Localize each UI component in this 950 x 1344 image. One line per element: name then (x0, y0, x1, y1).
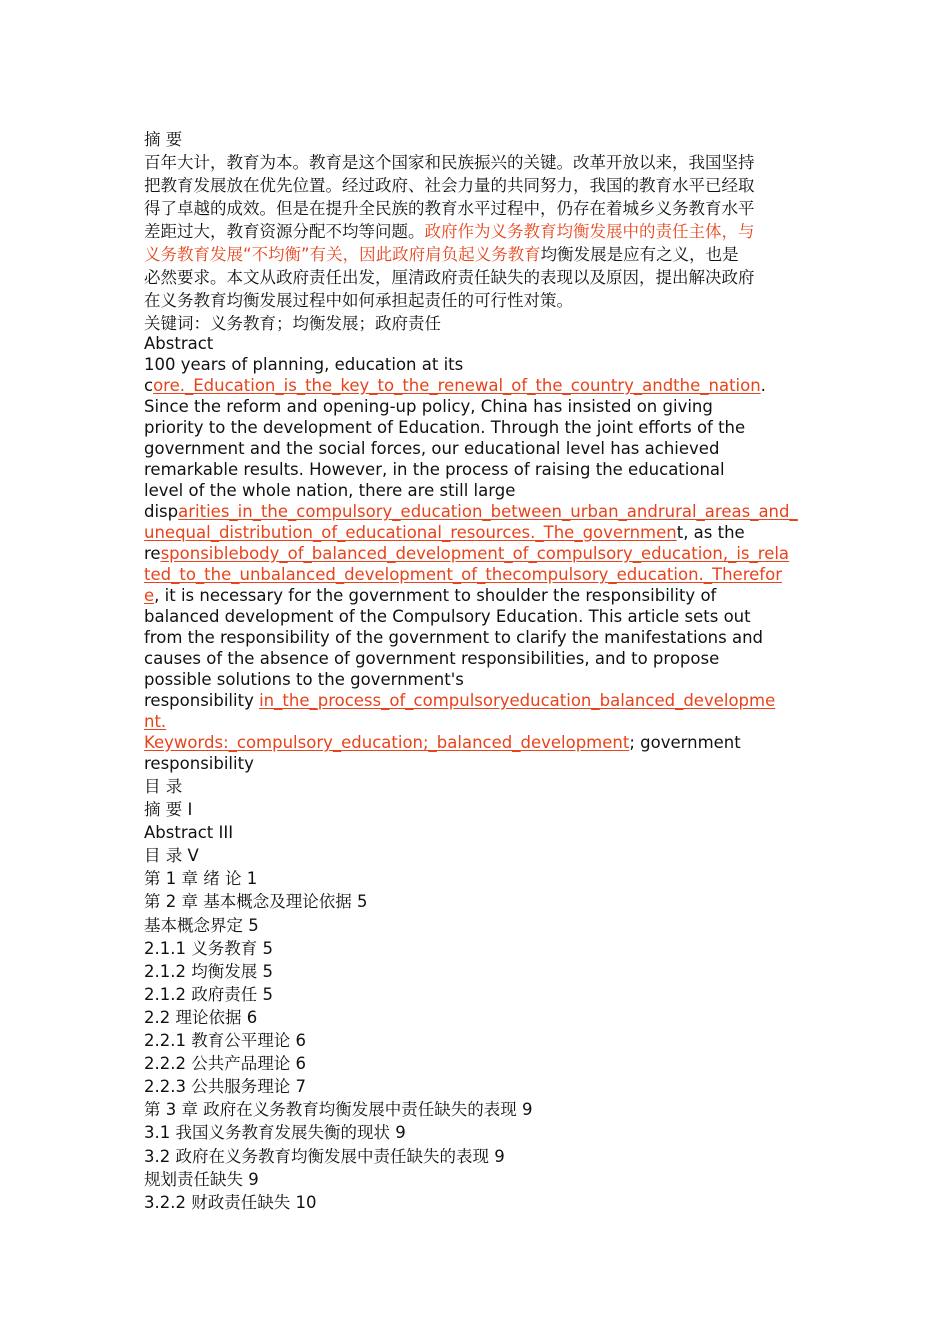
abstract-en-line: Since the reform and opening-up policy, China has insisted on giving (144, 397, 713, 416)
abstract-cn-line: 必然要求。本文从政府责任出发，厘清政府责任缺失的表现以及原因，提出解决政府 (144, 268, 755, 287)
toc-entry[interactable]: 2.2.1 教育公平理论 6 (144, 1031, 306, 1051)
abstract-en-line: balanced development of the Compulsory Education. This article sets out (144, 607, 751, 626)
abstract-en-line: from the responsibility of the government to clarify the manifestations and (144, 628, 763, 647)
highlighted-text-run: ore._Education_is_the_key_to_the_renewal_of_the_country_andthe_nation (153, 376, 761, 395)
toc-entry[interactable]: 第 2 章 基本概念及理论依据 5 (144, 892, 368, 912)
text-run: re (144, 544, 161, 563)
highlighted-text-run: nt. (144, 712, 167, 731)
text-run: , it is necessary for the government to shoulder the responsibility of (154, 586, 717, 605)
toc-entry[interactable]: 2.2.2 公共产品理论 6 (144, 1054, 306, 1074)
abstract-cn-keywords: 关键词：义务教育；均衡发展；政府责任 (144, 314, 441, 333)
abstract-en-line: responsibility (144, 754, 254, 773)
toc-entry[interactable]: 2.2.3 公共服务理论 7 (144, 1077, 306, 1097)
toc-entry[interactable]: Abstract III (144, 823, 234, 843)
abstract-en-line: remarkable results. However, in the process of raising the educational (144, 460, 725, 479)
abstract-cn-line: 百年大计，教育为本。教育是这个国家和民族振兴的关键。改革开放以来，我国坚持 (144, 153, 755, 172)
toc-entry[interactable]: 2.2 理论依据 6 (144, 1007, 258, 1027)
abstract-cn-line (144, 243, 812, 266)
highlighted-text-run: unequal_distribution_of_educational_resources._The_governmen (144, 523, 677, 542)
abstract-en-line: 100 years of planning, education at its (144, 355, 464, 374)
toc-entry[interactable]: 3.2.2 财政责任缺失 10 (144, 1192, 317, 1212)
highlighted-text-run: ted_to_the_unbalanced_development_of_thecompulsory_education._Therefor (144, 565, 782, 584)
abstract-en-line: level of the whole nation, there are still large (144, 481, 516, 500)
text-run: 差距过大，教育资源分配不均等问题。 (144, 222, 425, 241)
abstract-en-line (144, 585, 812, 606)
abstract-en-line (144, 522, 812, 543)
highlighted-text-run: Keywords:_compulsory_education;_balanced_development (144, 733, 630, 752)
toc-entry[interactable]: 目 录 V (144, 846, 199, 866)
abstract-en-line: priority to the development of Education. Through the joint efforts of the (144, 418, 746, 437)
toc-entry[interactable]: 摘 要 I (144, 800, 193, 820)
highlighted-text-run: e (144, 586, 155, 605)
text-run: disp (144, 502, 179, 521)
highlighted-text-run: arities_in_the_compulsory_education_between_urban_andrural_areas_and_ (178, 502, 798, 521)
abstract-cn-line: 在义务教育均衡发展过程中如何承担起责任的可行性对策。 (144, 291, 573, 310)
abstract-en-line (144, 375, 812, 396)
abstract-en-line (144, 543, 812, 564)
abstract-en-line: possible solutions to the government's (144, 670, 464, 689)
abstract-en-section (144, 333, 812, 774)
abstract-en-line: government and the social forces, our educational level has achieved (144, 439, 720, 458)
abstract-cn-heading: 摘 要 (144, 130, 183, 149)
abstract-en-keywords (144, 732, 812, 753)
document-page (144, 128, 812, 1214)
toc-entry[interactable]: 第 1 章 绪 论 1 (144, 869, 258, 889)
text-run: ; government (629, 733, 741, 752)
highlighted-text-run: 政府作为义务教育均衡发展中的责任主体，与 (424, 222, 755, 241)
abstract-cn-section (144, 128, 812, 335)
abstract-en-heading: Abstract (144, 334, 214, 353)
text-run: t, as the (676, 523, 745, 542)
text-run: responsibility (144, 691, 260, 710)
toc-entry[interactable]: 基本概念界定 5 (144, 915, 259, 935)
abstract-en-line (144, 690, 812, 711)
abstract-en-line: causes of the absence of government responsibilities, and to propose (144, 649, 720, 668)
toc-entry[interactable]: 第 3 章 政府在义务教育均衡发展中责任缺失的表现 9 (144, 1100, 533, 1120)
highlighted-text-run: 义务教育发展“不均衡”有关，因此政府肩负起义务教育 (144, 245, 541, 264)
toc-entry[interactable]: 2.1.2 均衡发展 5 (144, 961, 273, 981)
table-of-contents (144, 775, 812, 1214)
text-run: . (760, 376, 766, 395)
toc-entry[interactable]: 2.1.2 政府责任 5 (144, 984, 273, 1004)
abstract-en-line (144, 564, 812, 585)
toc-entry[interactable]: 2.1.1 义务教育 5 (144, 938, 273, 958)
toc-entry[interactable]: 3.2 政府在义务教育均衡发展中责任缺失的表现 9 (144, 1146, 505, 1166)
highlighted-text-run: in_the_process_of_compulsoryeducation_balanced_developme (259, 691, 776, 710)
toc-entry[interactable]: 规划责任缺失 9 (144, 1169, 259, 1189)
toc-heading: 目 录 (144, 777, 183, 796)
toc-entry[interactable]: 3.1 我国义务教育发展失衡的现状 9 (144, 1123, 406, 1143)
abstract-cn-line: 把教育发展放在优先位置。经过政府、社会力量的共同努力，我国的教育水平已经取 (144, 176, 755, 195)
abstract-en-line (144, 501, 812, 522)
text-run: 均衡发展是应有之义，也是 (540, 245, 739, 264)
highlighted-text-run: sponsiblebody_of_balanced_development_of_compulsory_education,_is_rela (160, 544, 790, 563)
text-run: c (144, 376, 154, 395)
abstract-cn-line (144, 220, 812, 243)
abstract-cn-line: 得了卓越的成效。但是在提升全民族的教育水平过程中，仍存在着城乡义务教育水平 (144, 199, 755, 218)
abstract-en-line (144, 711, 812, 732)
